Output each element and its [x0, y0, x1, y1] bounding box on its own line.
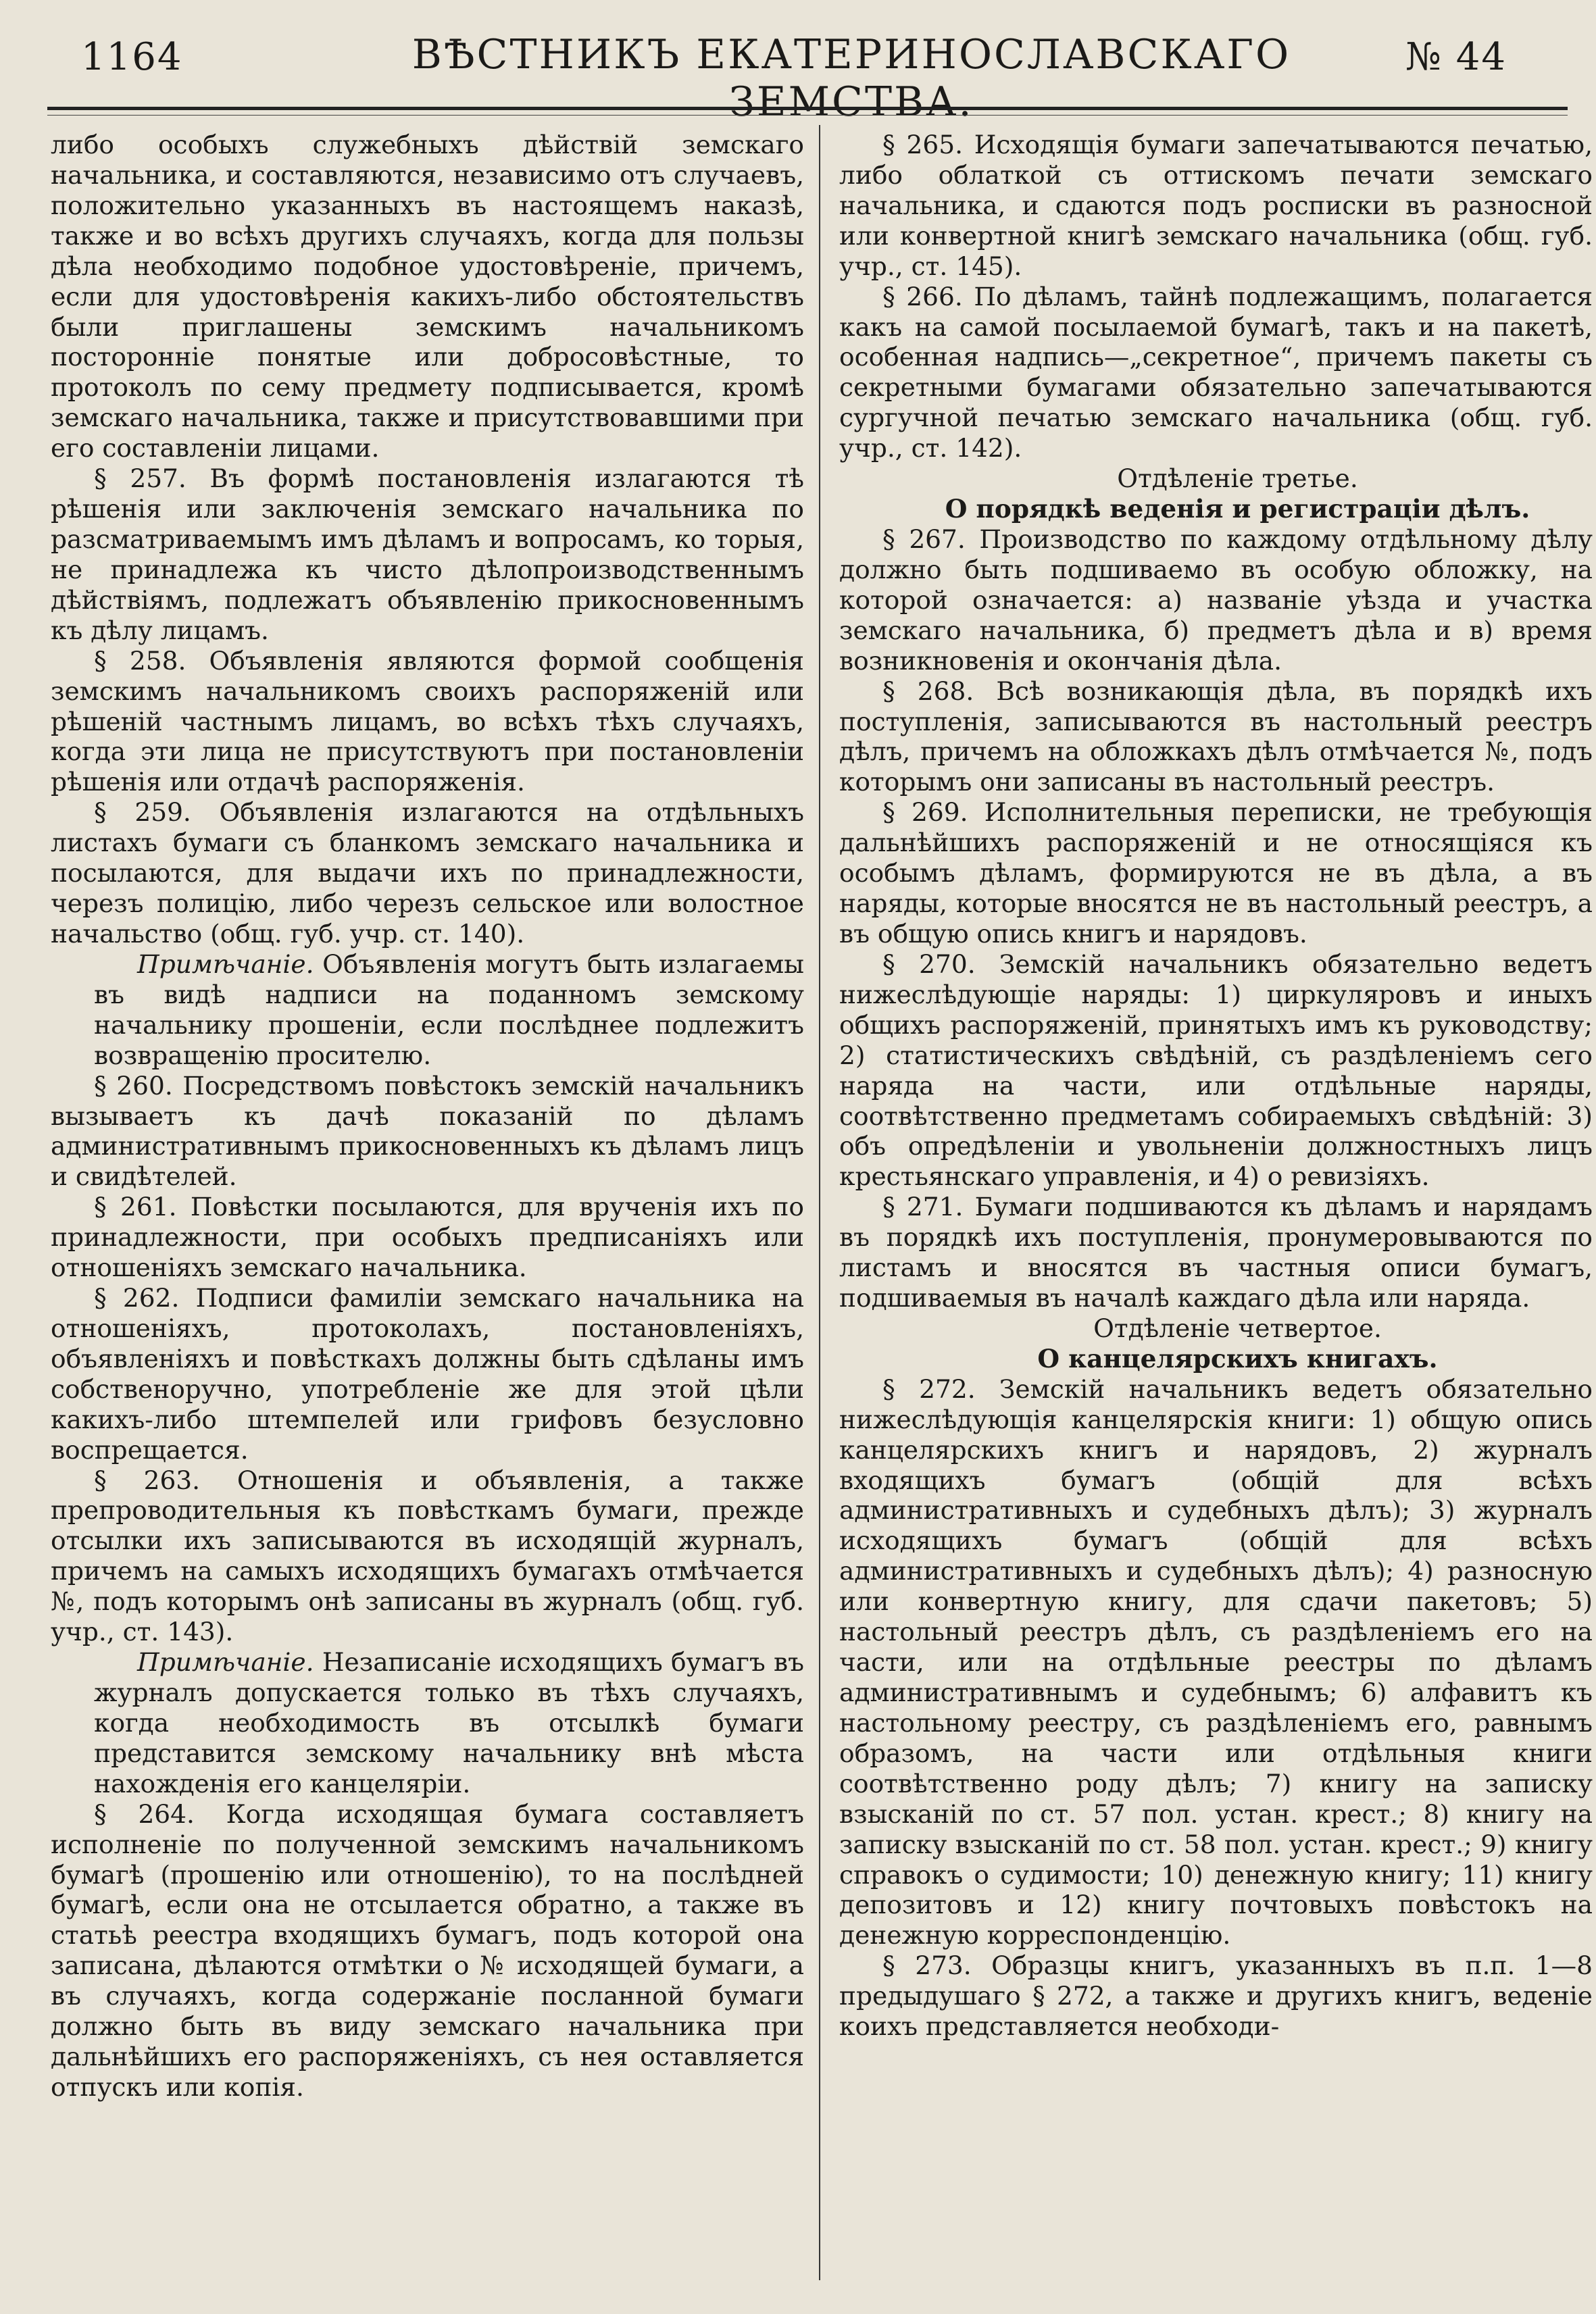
- paragraph-272: § 272. Земскій начальникъ ведетъ обязательно нижеслѣдующія канцелярскія книги: 1) общую опись канцелярскихъ книгъ и нарядовъ, 2) журналъ входящихъ бумагъ (общій для всѣхъ административныхъ и судебныхъ дѣлъ); 3) журналъ исходящихъ бумагъ (общій для всѣхъ административныхъ и судебныхъ дѣлъ); 4) разносную или конвертную книгу, для сдачи пакетовъ; 5) настольный реестръ дѣлъ, съ раздѣленіемъ его на части, или на отдѣльные реестры по дѣламъ административнымъ и судебнымъ; 6) алфавитъ къ настольному реестру, съ раздѣленіемъ его, равнымъ образомъ, на части или отдѣльныя книги соотвѣтственно роду дѣлъ; 7) книгу на записку взысканій по ст. 57 пол. устан. крест.; 8) книгу на записку взысканій по ст. 58 пол. устан. крест.; 9) книгу справокъ о судимости; 10) денежную книгу; 11) книгу депозитовъ и 12) книгу почтовыхъ повѣстокъ на денежную корреспонденцію.: [839, 1374, 1593, 1951]
- paragraph-263: § 263. Отношенія и объявленія, а также препроводительныя къ повѣсткамъ бумаги, прежде отсылки ихъ записываются въ исходящій журналъ, причемъ на самыхъ исходящихъ бумагахъ отмѣчается №, подъ которымъ онѣ записаны въ журналъ (общ. губ. учр., ст. 143).: [51, 1465, 804, 1647]
- paragraph-261: § 261. Повѣстки посылаются, для врученія ихъ по принадлежности, при особыхъ предписаніяхъ или отношеніяхъ земскаго начальника.: [51, 1192, 804, 1283]
- paragraph-257: § 257. Въ формѣ постановленія излагаются тѣ рѣшенія или заключенія земскаго начальника по разсматриваемымъ имъ дѣламъ и вопросамъ, ко торыя, не принадлежа къ чисто дѣлопроизводственнымъ дѣйствіямъ, подлежатъ объявленію прикосновеннымъ къ дѣлу лицамъ.: [51, 463, 804, 645]
- paragraph-262: § 262. Подписи фамиліи земскаго начальника на отношеніяхъ, протоколахъ, постановленіяхъ, объявленіяхъ и повѣсткахъ должны быть сдѣланы имъ собственоручно, употребленіе же для этой цѣли какихъ-либо штемпелей или грифовъ безусловно воспрещается.: [51, 1283, 804, 1465]
- paragraph-265: § 265. Исходящія бумаги запечатываются печатью, либо облаткой съ оттискомъ печати земскаго начальника, и сдаются подъ росписки въ разносной или конвертной книгѣ земскаго начальника (общ. губ. учр., ст. 145).: [839, 130, 1593, 281]
- paragraph-266: § 266. По дѣламъ, тайнѣ подлежащимъ, полагается какъ на самой посылаемой бумагѣ, такъ и на пакетѣ, особенная надпись—„секретное“, причемъ пакеты съ секретными бумагами обязательно запечатываются сургучной печатью земскаго начальника (общ. губ. учр., ст. 142).: [839, 281, 1593, 463]
- paragraph-267: § 267. Производство по каждому отдѣльному дѣлу должно быть подшиваемо въ особую обложку, на которой означается: а) названіе уѣзда и участка земскаго начальника, б) предметъ дѣла и в) время возникновенія и окончанія дѣла.: [839, 524, 1593, 676]
- paragraph-259: § 259. Объявленія излагаются на отдѣльныхъ листахъ бумаги съ бланкомъ земскаго начальника и посылаются, для выдачи ихъ по принадлежности, черезъ полицію, либо черезъ сельское или волостное начальство (общ. губ. учр. ст. 140).: [51, 797, 804, 949]
- header-rule-thin: [47, 115, 1568, 116]
- section-3-title: О порядкѣ веденія и регистраціи дѣлъ.: [945, 494, 1530, 524]
- column-divider: [819, 125, 820, 2280]
- paragraph-270: § 270. Земскій начальникъ обязательно ведетъ нижеслѣдующіе наряды: 1) циркуляровъ и иныхъ общихъ распоряженій, принятыхъ имъ къ руководству; 2) статистическихъ свѣдѣній, съ раздѣленіемъ сего наряда на части, или отдѣльные наряды, соотвѣтственно предметамъ собираемыхъ свѣдѣній: 3) объ опредѣленіи и увольненіи должностныхъ лицъ крестьянскаго управленія, и 4) о ревизіяхъ.: [839, 949, 1593, 1192]
- paragraph-269: § 269. Исполнительныя переписки, не требующія дальнѣйшихъ распоряженій и не относящіяся къ особымъ дѣламъ, формируются не въ дѣла, а въ наряды, которые вносятся не въ настольный реестръ, а въ общую опись книгъ и нарядовъ.: [839, 797, 1593, 949]
- note-263: [51, 1647, 804, 1799]
- section-3-label: Отдѣленіе третье.: [1117, 463, 1358, 494]
- note-259: [51, 949, 804, 1071]
- note-text: Объявленія могутъ быть излагаемы въ видѣ надписи на поданномъ земскому начальнику прошеніи, если послѣднее подлежитъ возвращенію просителю.: [94, 949, 804, 1070]
- note-text: Незаписаніе исходящихъ бумагъ въ журналъ допускается только въ тѣхъ случаяхъ, когда необходимость въ отсылкѣ бумаги представится земскому начальнику внѣ мѣста нахожденія его канцеляріи.: [94, 1647, 804, 1799]
- right-column: [839, 130, 1593, 2298]
- page-number: 1164: [81, 35, 183, 79]
- note-label: Примѣчаніе.: [137, 949, 314, 979]
- journal-title: ВѢСТНИКЪ ЕКАТЕРИНОСЛАВСКАГО ЗЕМСТВА.: [412, 31, 1291, 126]
- paragraph-268: § 268. Всѣ возникающія дѣла, въ порядкѣ ихъ поступленія, записываются въ настольный реестръ дѣлъ, причемъ на обложкахъ дѣлъ отмѣчается №, подъ которымъ они записаны въ настольный реестръ.: [839, 676, 1593, 797]
- paragraph-continued: либо особыхъ служебныхъ дѣйствій земскаго начальника, и составляются, независимо отъ случаевъ, положительно указанныхъ въ настоящемъ наказѣ, также и во всѣхъ другихъ случаяхъ, когда для пользы дѣла необходимо подобное удостовѣреніе, причемъ, если для удостовѣренія какихъ-либо обстоятельствъ были приглашены земскимъ начальникомъ посторонніе понятые или добросовѣстные, то протоколъ по сему предмету подписывается, кромѣ земскаго начальника, также и присутствовавшими при его составленіи лицами.: [51, 130, 804, 463]
- paragraph-264: § 264. Когда исходящая бумага составляетъ исполненіе по полученной земскимъ начальникомъ бумагѣ (прошенію или отношенію), то на послѣдней бумагѣ, если она не отсылается обратно, а также въ статьѣ реестра входящихъ бумагъ, подъ которой она записана, дѣлаются отмѣтки о № исходящей бумаги, а въ случаяхъ, когда содержаніе посланной бумаги должно быть въ виду земскаго начальника при дальнѣйшихъ его распоряженіяхъ, съ нея оставляется отпускъ или копія.: [51, 1799, 804, 2102]
- page-header: [81, 26, 1507, 126]
- section-4-label: Отдѣленіе четвертое.: [1093, 1313, 1382, 1343]
- note-label: Примѣчаніе.: [137, 1647, 314, 1678]
- section-4-title: О канцелярскихъ книгахъ.: [1037, 1343, 1438, 1374]
- paragraph-271: § 271. Бумаги подшиваются къ дѣламъ и нарядамъ въ порядкѣ ихъ поступленія, пронумеровываются по листамъ и вносятся въ частныя описи бумагъ, подшиваемыя въ началѣ каждаго дѣла или наряда.: [839, 1192, 1593, 1313]
- paragraph-260: § 260. Посредствомъ повѣстокъ земскій начальникъ вызываетъ къ дачѣ показаній по дѣламъ административнымъ прикосновенныхъ къ дѣламъ лицъ и свидѣтелей.: [51, 1070, 804, 1192]
- header-rule: [47, 107, 1568, 110]
- left-column: [51, 130, 804, 2298]
- paragraph-258: § 258. Объявленія являются формой сообщенія земскимъ начальникомъ своихъ распоряженій или рѣшеній частнымъ лицамъ, во всѣхъ тѣхъ случаяхъ, когда эти лица не присутствуютъ при постановленіи рѣшенія или отдачѣ распоряженія.: [51, 645, 804, 797]
- paragraph-273: § 273. Образцы книгъ, указанныхъ въ п.п. 1—8 предыдушаго § 272, а также и другихъ книгъ, веденіе коихъ представляется необходи-: [839, 1951, 1593, 2042]
- issue-number: № 44: [1405, 35, 1507, 79]
